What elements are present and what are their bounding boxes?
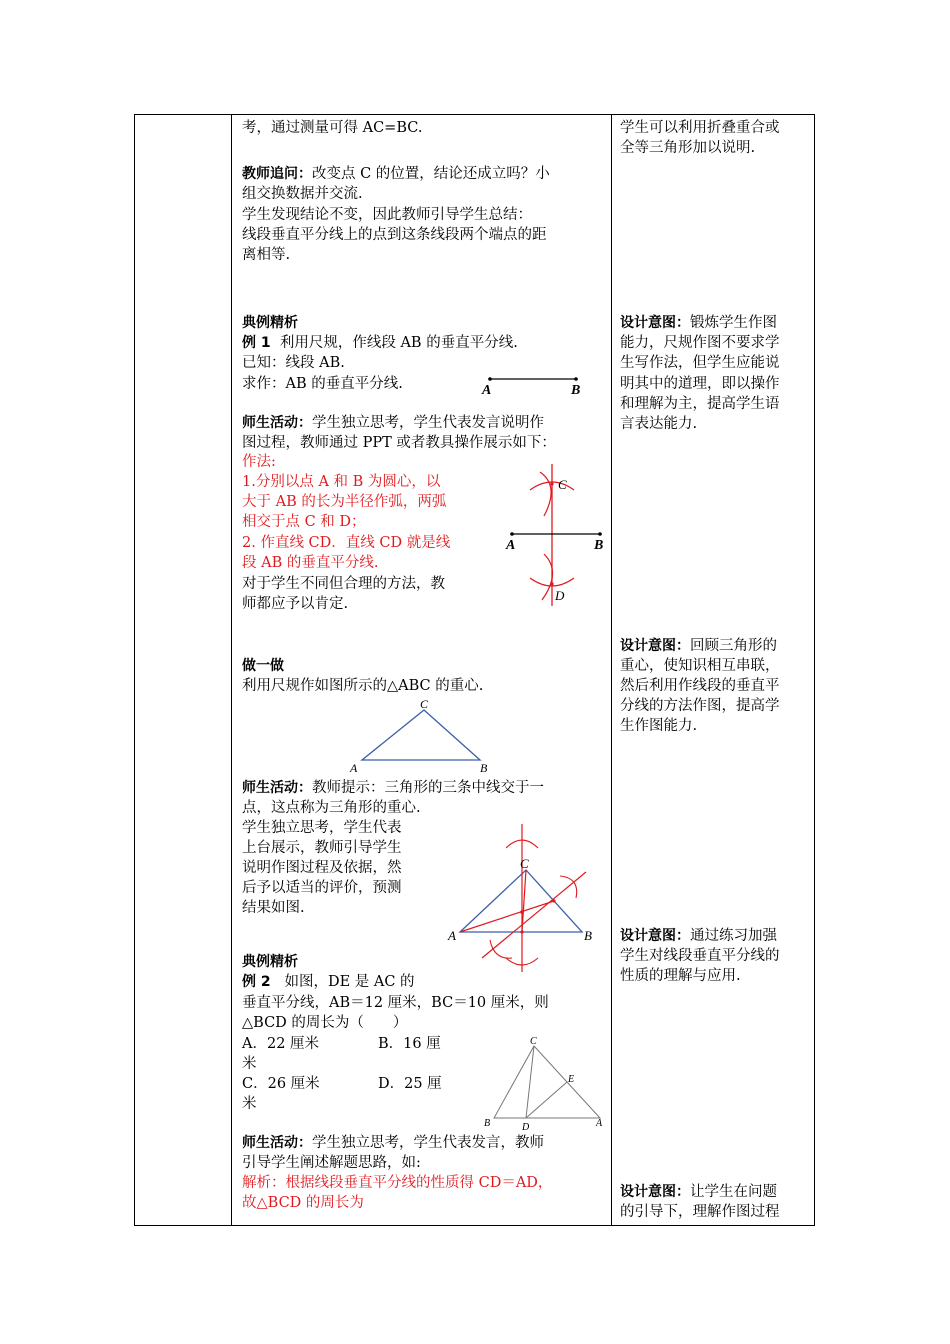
section-heading: 典例精析	[242, 315, 298, 331]
centroid-construction-figure	[440, 822, 600, 974]
label-c: C	[558, 477, 567, 492]
note-line: 学生对线段垂直平分线的	[620, 948, 780, 964]
text-line: 结果如图.	[242, 900, 305, 916]
label-b: B	[484, 1118, 491, 1129]
centroid-point	[520, 910, 524, 914]
perpendicular-bisector-bc	[482, 872, 586, 958]
option-d: D．25 厘	[378, 1076, 442, 1092]
note-line: 能力，尺规作图不要求学	[620, 335, 780, 351]
label: 设计意图：	[620, 928, 690, 944]
note-line: 通过练习加强	[690, 928, 777, 944]
design-intent	[620, 636, 777, 656]
label: 师生活动：	[242, 1135, 312, 1151]
text-line: 组交换数据并交流.	[242, 186, 363, 202]
teacher-question	[242, 164, 550, 184]
label-c: C	[420, 697, 429, 711]
text-line: 上台展示，教师引导学生	[242, 840, 402, 856]
label-a: A	[506, 538, 516, 553]
point-c	[550, 482, 553, 485]
label: 设计意图：	[620, 315, 690, 331]
segment-de	[526, 1082, 567, 1118]
triangle-abc	[362, 710, 480, 760]
midpoint-bc	[552, 899, 555, 902]
option-c: C．26 厘米	[242, 1076, 320, 1092]
text-line: 学生独立思考，学生代表发言，教师	[312, 1135, 544, 1151]
text-line: 学生独立思考，学生代表发言说明作	[312, 415, 544, 431]
option-a: A．22 厘米	[242, 1036, 320, 1052]
note-line: 重心，使知识相互串联，	[620, 658, 780, 674]
text-line: 离相等.	[242, 247, 291, 263]
label-b: B	[480, 761, 488, 775]
text-line: 改变点 C 的位置，结论还成立吗？小	[312, 166, 550, 182]
note-line: 和理解为主，提高学生语	[620, 396, 780, 412]
label-d: D	[522, 1122, 530, 1133]
method-line: 段 AB 的垂直平分线.	[242, 555, 379, 571]
label-a: A	[448, 928, 456, 943]
text-line: 学生独立思考，学生代表	[242, 820, 402, 836]
label-c: C	[530, 1036, 537, 1047]
note-line: 的引导下，理解作图过程	[620, 1204, 780, 1220]
text-line: 利用尺规作如图所示的△ABC 的重心.	[242, 678, 484, 694]
option-c-tail: 米	[242, 1096, 257, 1112]
text-line: 后予以适当的评价，预测	[242, 880, 402, 896]
note-line: 生作图能力.	[620, 718, 698, 734]
section-heading: 典例精析	[242, 954, 298, 970]
text-line: 线段垂直平分线上的点到这条线段两个端点的距	[242, 227, 547, 243]
triangle-bca	[494, 1046, 600, 1118]
label: 教师追问：	[242, 166, 312, 182]
text-line: 对于学生不同但合理的方法，教	[242, 576, 445, 592]
label: 例 1	[242, 335, 271, 351]
note-line: 让学生在问题	[690, 1184, 777, 1200]
note-line: 回顾三角形的	[690, 638, 777, 654]
design-intent	[620, 313, 777, 333]
column-divider-1	[231, 115, 232, 1225]
text-line: 利用尺规，作线段 AB 的垂直平分线.	[279, 335, 518, 351]
text-line: 求作：AB 的垂直平分线.	[242, 376, 403, 392]
example-title	[242, 333, 518, 353]
text-line: △BCD 的周长为（ ）	[242, 1015, 408, 1031]
triangle-abc	[460, 870, 582, 932]
label: 例 2	[242, 974, 271, 990]
point-a	[488, 377, 492, 381]
solution-line: 故△BCD 的周长为	[242, 1195, 364, 1211]
text-line: 说明作图过程及依据，然	[242, 860, 402, 876]
label-a: A	[482, 383, 492, 398]
note-line: 性质的理解与应用.	[620, 968, 741, 984]
label-b: B	[584, 928, 592, 943]
label-e: E	[568, 1074, 575, 1085]
example-title	[242, 972, 415, 992]
label-a: A	[596, 1118, 603, 1129]
label-a: A	[350, 761, 358, 775]
arc-lower-2	[542, 554, 553, 600]
activity	[242, 778, 544, 798]
segment-cd	[526, 1046, 534, 1118]
option-a-tail: 米	[242, 1056, 257, 1072]
perpendicular-bisector-figure	[500, 460, 612, 610]
median-a	[460, 901, 554, 932]
text-line: 考，通过测量可得 AC=BC.	[242, 120, 423, 136]
text-line: 图过程，教师通过 PPT 或者教具操作展示如下：	[242, 435, 556, 451]
solution-line: 解析：根据线段垂直平分线的性质得 CD＝AD，	[242, 1175, 553, 1191]
method-title: 作法:	[242, 454, 276, 470]
example2-figure	[482, 1036, 608, 1132]
method-line: 2. 作直线 CD．直线 CD 就是线	[242, 535, 451, 551]
text-line: 已知：线段 AB.	[242, 355, 345, 371]
text-line: 点，这点称为三角形的重心.	[242, 800, 421, 816]
arc-upper-2	[540, 472, 551, 516]
activity	[242, 413, 544, 433]
text-line: 学生发现结论不变，因此教师引导学生总结：	[242, 207, 532, 223]
text-line: 如图，DE 是 AC 的	[284, 974, 415, 990]
label: 师生活动：	[242, 415, 312, 431]
midpoint-ab	[520, 930, 523, 933]
text-line: 引导学生阐述解题思路，如:	[242, 1155, 421, 1171]
text-line: 师都应予以肯定.	[242, 596, 349, 612]
note-line: 全等三角形加以说明.	[620, 140, 756, 156]
note-line: 生写作法，但学生应能说	[620, 355, 780, 371]
label: 设计意图：	[620, 638, 690, 654]
method-line: 1.分别以点 A 和 B 为圆心，以	[242, 474, 441, 490]
text-line: 垂直平分线，AB＝12 厘米，BC＝10 厘米，则	[242, 995, 549, 1011]
note-line: 分线的方法作图，提高学	[620, 698, 780, 714]
note-line: 锻炼学生作图	[690, 315, 777, 331]
design-intent	[620, 926, 777, 946]
segment-ab-figure	[478, 372, 588, 400]
section-heading: 做一做	[242, 658, 284, 674]
note-line: 然后利用作线段的垂直平	[620, 678, 780, 694]
triangle-abc-figure	[344, 698, 494, 776]
method-line: 大于 AB 的长为半径作弧，两弧	[242, 494, 447, 510]
label: 设计意图：	[620, 1184, 690, 1200]
point-b	[574, 377, 578, 381]
label-c: C	[520, 856, 529, 871]
point-d	[550, 582, 553, 585]
point-b	[598, 532, 602, 536]
note-line: 学生可以利用折叠重合或	[620, 120, 780, 136]
activity	[242, 1133, 544, 1153]
option-b: B．16 厘	[378, 1036, 441, 1052]
label-b: B	[594, 538, 604, 553]
method-line: 相交于点 C 和 D；	[242, 514, 366, 530]
label: 师生活动：	[242, 780, 312, 796]
note-line: 言表达能力.	[620, 416, 698, 432]
note-line: 明其中的道理，即以操作	[620, 376, 780, 392]
point-a	[510, 532, 514, 536]
column-divider-2	[611, 115, 612, 1225]
design-intent	[620, 1182, 777, 1202]
text-line: 教师提示：三角形的三条中线交于一	[312, 780, 544, 796]
label-d: D	[555, 588, 565, 603]
label-b: B	[571, 383, 581, 398]
